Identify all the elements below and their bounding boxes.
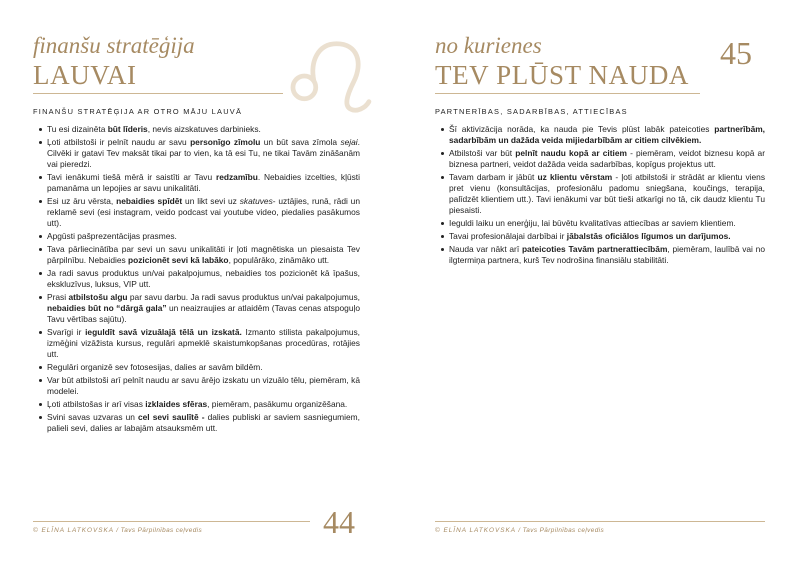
text-segment: . Cilvēki ir gatavi Tev maksāt tikai par to vien, ka tā esi Tu, ne tikai Tavām zināšanām vai pieredzi.	[47, 137, 360, 169]
bullet-item	[33, 244, 360, 266]
text-segment: . Nebaidies izcelties, kļūsti pamanāma un lepojies ar savu unikalitāti.	[47, 172, 360, 193]
footer-divider	[435, 521, 765, 522]
text-segment: , populārāko, zināmāko utt.	[228, 254, 330, 265]
footer-book-title: / Tavs Pārpilnības ceļvedis	[116, 527, 203, 534]
text-segment: Tava pārliecinātība par sevi un savu unikalitāti ir ļoti magnētiska un piesaista Tev pārpilnību. Nebaidies	[47, 244, 360, 265]
footer-credit	[33, 527, 202, 534]
footer-author: © ELĪNA LATKOVSKA	[33, 527, 115, 534]
bullet-item	[435, 218, 765, 229]
bullet-item	[33, 399, 360, 410]
bold-text: izklaides sfēras	[145, 398, 208, 409]
text-segment: Ieguldi laiku un enerģiju, lai būvētu kvalitatīvas attiecības ar saviem klientiem.	[449, 217, 736, 228]
bullet-item	[435, 148, 765, 170]
text-segment: Tavam darbam ir jābūt	[449, 172, 538, 182]
text-segment: par savu darbu. Ja radi savus produktus un/vai pakalpojumus,	[127, 292, 360, 302]
italic-text: skatuves	[239, 196, 273, 206]
text-segment: un likt sevi uz	[182, 196, 240, 206]
section-heading: FINANŠU STRATĒĢIJA AR OTRO MĀJU LAUVĀ	[33, 107, 243, 116]
text-segment: - uztājies, runā, rādi un reklamē sevi (esi instagram, veido podcast vai youtube video, piedalies pasākumos utt).	[47, 196, 360, 228]
text-segment: Prasi	[47, 292, 69, 302]
bold-text: jābalstās oficiālos līgumos un darījumos.	[566, 230, 731, 241]
bullet-item	[33, 375, 360, 397]
page-number: 44	[323, 504, 355, 540]
bold-text: redzamību	[215, 172, 258, 182]
title-divider	[435, 93, 700, 94]
bullet-item	[33, 124, 360, 135]
text-segment: , nevis aizskatuves darbinieks.	[147, 124, 261, 134]
page-title-italic: no kurienes	[435, 33, 542, 58]
text-segment: Tavai profesionālajai darbībai ir	[449, 230, 567, 241]
bold-text: būt līderis	[107, 124, 148, 134]
text-segment: Izmanto stilista pakalpojumus, izmēģini vizāžista kursus, regulāri apmeklē skaistumkopšanas procedūras, rotājies utt.	[47, 326, 360, 359]
bold-text: cel sevi saulītē -	[137, 412, 205, 422]
text-segment: Nauda var nākt arī	[449, 244, 522, 254]
text-segment: Ļoti atbilstoši ir pelnīt naudu ar savu	[47, 137, 191, 148]
footer-book-title: / Tavs Pārpilnības ceļvedis	[518, 527, 605, 534]
text-segment: - piemēram, veidot biznesu kopā ar biznesa partneri, veidot dažāda veida sadarbības, kopīgus projektus utt.	[449, 148, 765, 169]
text-segment: Svini savas uzvaras un	[47, 412, 138, 422]
bold-text: atbilstošu algu	[68, 292, 128, 302]
bullet-list	[435, 124, 765, 268]
italic-text: sejai	[340, 137, 358, 148]
bullet-item	[33, 268, 360, 290]
text-segment: un neaizraujies ar atlaidēm (Tavas cenas atspoguļo Tavu vērtības sajūtu).	[47, 302, 360, 324]
right-page	[400, 0, 800, 562]
bullet-item	[33, 292, 360, 325]
footer-author: © ELĪNA LATKOVSKA	[435, 527, 517, 534]
bold-text: pelnīt naudu kopā ar citiem	[515, 148, 627, 158]
text-segment: , piemēram, laulībā vai no ilgtermiņa partnera, kurš Tev nodrošina finansiālu stabilitāti.	[449, 244, 765, 265]
page-title-italic: finanšu stratēģija	[33, 33, 195, 58]
leo-icon-tail	[313, 44, 369, 111]
text-segment: Atbilstoši var būt	[449, 148, 516, 158]
page-title: LAUVAI	[33, 60, 137, 90]
page-number: 45	[720, 35, 752, 71]
bold-text: nebaidies spīdēt	[116, 196, 183, 206]
footer-divider	[33, 521, 310, 522]
page-title: TEV PLŪST NAUDA	[435, 60, 690, 90]
text-segment: Svarīgi ir	[47, 326, 86, 337]
text-segment: un būt sava zīmola	[260, 137, 341, 148]
bold-text: partnerībām, sadarbībām un dažāda veida mijiedarbībām ar citiem cilvēkiem.	[449, 124, 765, 145]
text-segment: dalies publiski ar saviem sasniegumiem, palieli sevi, dalies ar labajām atsauksmēm utt.	[47, 412, 360, 433]
text-segment: Ja radi savus produktus un/vai pakalpojumus, nebaidies tos pozicionēt kā īpašus, ekskluzīvus, luksus, VIP utt.	[47, 268, 360, 289]
section-heading: PARTNERĪBAS, SADARBĪBAS, ATTIECĪBAS	[435, 107, 628, 116]
bullet-item	[33, 137, 360, 170]
leo-icon	[287, 38, 373, 114]
bold-text: uz klientu vērstam	[537, 172, 613, 182]
bullet-item	[33, 231, 360, 242]
bullet-item	[435, 124, 765, 146]
bullet-item	[33, 172, 360, 194]
text-segment: Tu esi dizainēta	[47, 124, 108, 134]
bold-text: pozicionēt sevi kā labāko	[128, 254, 229, 265]
footer-credit	[435, 527, 604, 534]
bullet-list	[33, 124, 360, 436]
bullet-item	[33, 412, 360, 434]
text-segment: Apgūsti pašprezentācijas prasmes.	[47, 230, 177, 241]
bullet-item	[435, 244, 765, 266]
bullet-item	[435, 172, 765, 216]
text-segment: - ļoti atbilstoši ir strādāt ar klientu viens pret vienu (konsultācijas, profesionālu padomu sniegšana, koučings, terapija, palīdzēt klientiem utt.). Tavi ienākumi var būt tieši atkarīgi no tā, cik daudz klientu Tu piesaisti.	[449, 172, 766, 215]
text-segment: Var būt atbilstoši arī pelnīt naudu ar savu ārējo izskatu un vizuālo tēlu, piemēram, kā modelei.	[47, 374, 360, 396]
bold-text: nebaidies būt no “dārgā gala”	[47, 302, 167, 313]
text-segment: Ļoti atbilstošas ir arī visas	[47, 398, 146, 409]
bullet-item	[33, 327, 360, 360]
bold-text: pateicoties Tavām partnerattiecībām	[521, 244, 668, 254]
bullet-item	[435, 231, 765, 242]
text-segment: Tavi ienākumi tiešā mērā ir saistīti ar Tavu	[47, 172, 216, 182]
bullet-item	[33, 196, 360, 229]
title-divider	[33, 93, 283, 94]
bold-text: personīgo zīmolu	[190, 137, 261, 148]
bullet-item	[33, 362, 360, 373]
text-segment: Esi uz āru vērsta,	[47, 196, 117, 206]
bold-text: ieguldīt savā vizuālajā tēlā un izskatā.	[85, 326, 242, 337]
text-segment: Šī aktivizācija norāda, ka nauda pie Tevis plūst labāk pateicoties	[449, 124, 715, 134]
text-segment: , piemēram, pasākumu organizēšana.	[207, 398, 348, 409]
text-segment: Regulāri organizē sev fotosesijas, dalies ar savām bildēm.	[47, 361, 263, 372]
